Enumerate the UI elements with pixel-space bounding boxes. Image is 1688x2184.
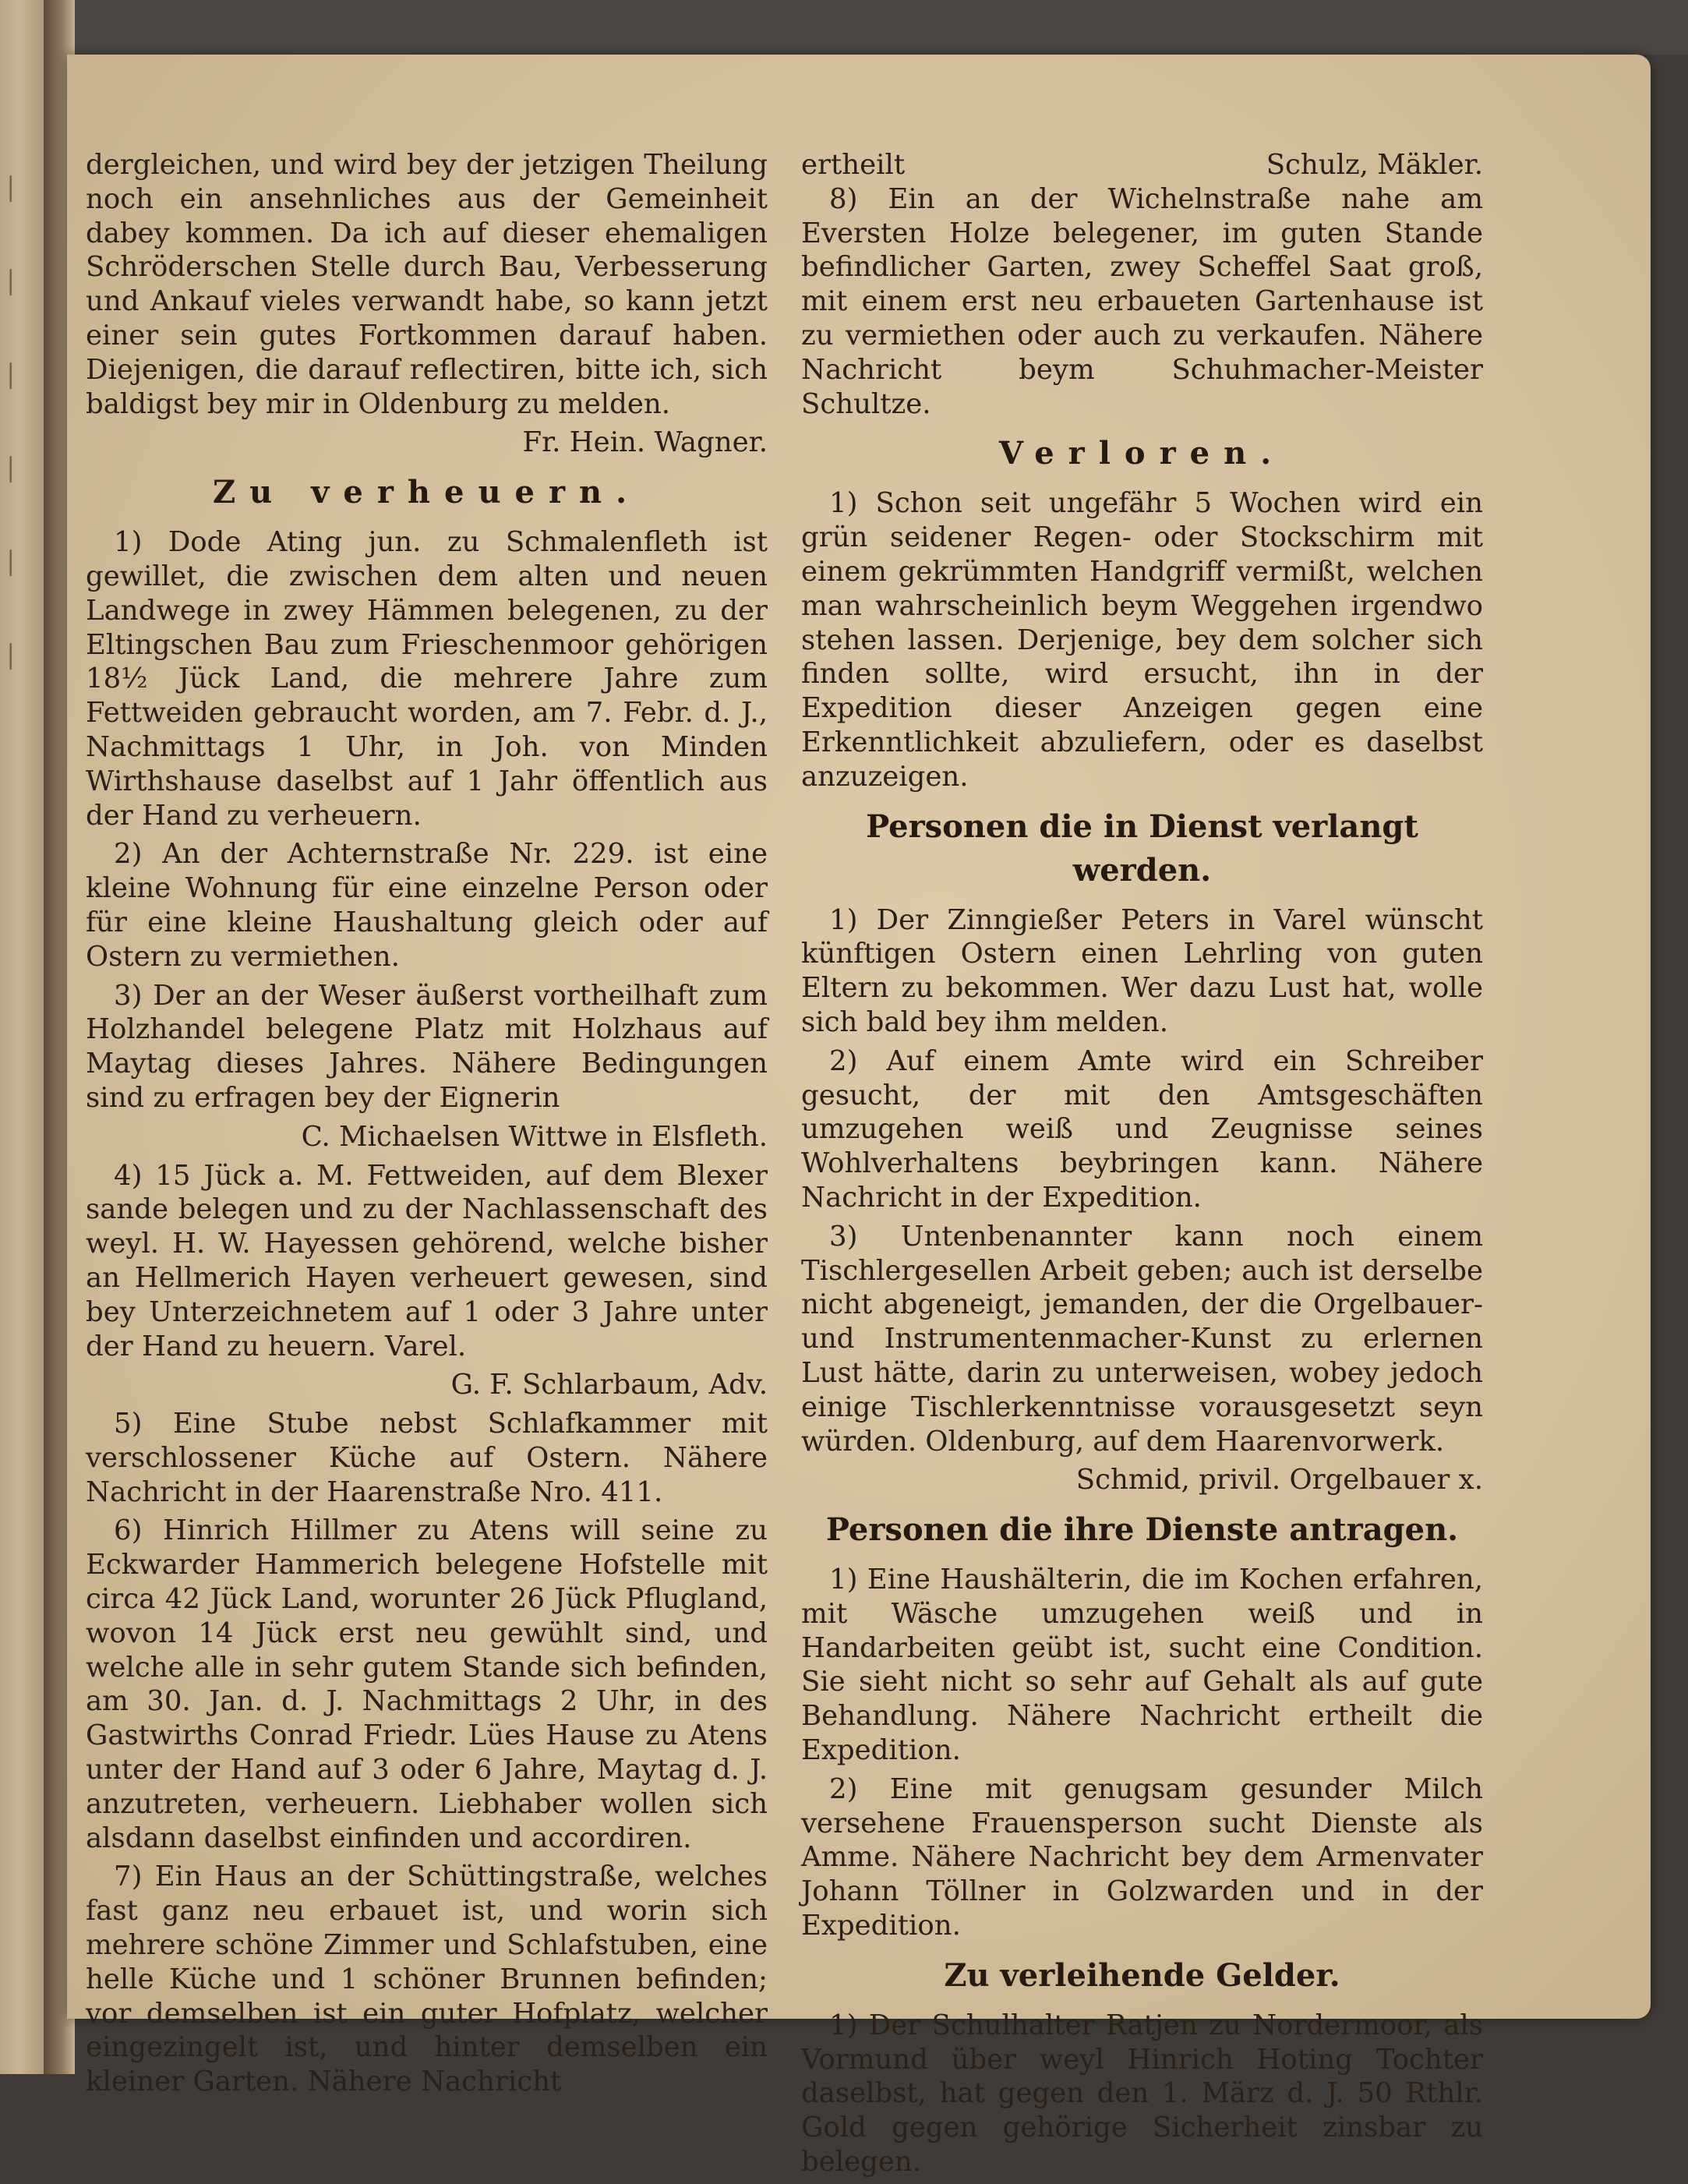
right-column [801,148,1483,2184]
offer-item-1: 1) Eine Haushälterin, die im Kochen erfahren, mit Wäsche umzugehen weiß und in Handarbeiten geübt ist, sucht eine Condition. Sie sieht nicht so sehr auf Gehalt als auf gute Behandlung. Nähere Nachricht ertheilt die Expedition. [801,1564,1483,1767]
offer-item-2: 2) Eine mit genugsam gesunder Milch versehene Frauensperson sucht Dienste als Amme. Nähere Nachricht bey dem Armenvater Johann Töllner in Golzwarden und in der Expedition. [801,1772,1483,1942]
rent-item-2: 2) An der Achternstraße Nr. 229. ist eine kleine Wohnung für eine einzelne Person oder für eine kleine Haushaltung gleich oder auf Ostern zu vermiethen. [86,838,768,973]
rent-item-4: 4) 15 Jück a. M. Fettweiden, auf dem Blexer sande belegen und zu der Nachlassenschaft des weyl. H. W. Hayessen gehörend, welche bisher an Hellmerich Hayen verheuert gewesen, sind bey Unterzeichnetem auf 1 oder 3 Jahre unter der Hand zu heuern. Varel. [86,1159,768,1362]
wanted-item-1: 1) Der Zinngießer Peters in Varel wünscht künftigen Ostern einen Lehrling von guten Eltern zu bekommen. Wer dazu Lust hat, wolle sich bald bey ihm melden. [801,903,1483,1038]
newspaper-page [67,55,1651,2179]
wanted-item-2: 2) Auf einem Amte wird ein Schreiber gesucht, der mit den Amtsgeschäften umzugehen weiß und Zeugnisse seines Wohlverhaltens beybringen kann. Nähere Nachricht in der Expedition. [801,1044,1483,1214]
heading-dienst-verlangt: Personen die in Dienst verlangt werden. [866,808,1418,889]
heading-verloren: Verloren. [998,435,1286,472]
rent-item-5: 5) Eine Stube nebst Schlafkammer mit verschlossener Küche auf Ostern. Nähere Nachricht in der Haarenstraße Nro. 411. [86,1408,768,1508]
previous-page-marks: | | | | | | [6,171,16,670]
heading-zu-verheuern: Zu verheuern. [212,474,641,511]
lost-item-1: 1) Schon seit ungefähr 5 Wochen wird ein grün seidener Regen- oder Stockschirm mit einem gekrümmten Handgriff vermißt, welchen man wahrscheinlich beym Weggehen irgendwo stehen lassen. Derjenige, bey dem solcher sich finden sollte, wird ersucht, ihn in der Expedition dieser Anzeigen gegen eine Erkenntlichkeit abzuliefern, oder es daselbst anzuzeigen. [801,487,1483,793]
left-column [86,148,768,2104]
wanted-item-3: 3) Untenbenannter kann noch einem Tischlergesellen Arbeit geben; auch ist derselbe nicht abgeneigt, jemanden, der die Orgelbauer- und Instrumentenmacher-Kunst zu erlernen Lust hätte, darin zu unterweisen, wobey jedoch einige Tischlerkenntnisse vorausgesetzt seyn würden. Oldenburg, auf dem Haarenvorwerk. [801,1220,1483,1458]
intro-signature: Fr. Hein. Wagner. [522,426,768,459]
rent-item-4-signature: G. F. Schlarbaum, Adv. [450,1369,768,1401]
continuation-word: ertheilt [801,149,906,181]
rent-item-7: 7) Ein Haus an der Schüttingstraße, welches fast ganz neu erbauet ist, und worin sich mehrere schöne Zimmer und Schlafstuben, eine helle Küche und 1 schöner Brunnen befinden; vor demselben ist ein guter Hofplatz, welcher eingezingelt ist, und hinter demselben ein kleiner Garten. Nähere Nachricht [86,1861,768,2098]
heading-dienste-antragen: Personen die ihre Dienste antragen. [825,1511,1459,1549]
scan-backdrop [0,0,1688,55]
wanted-item-3-signature: Schmid, privil. Orgelbauer x. [1075,1464,1483,1497]
continuation-signature: Schulz, Mäkler. [1266,149,1483,181]
rent-item-3-signature: C. Michaelsen Wittwe in Elsfleth. [301,1120,768,1153]
previous-page-edge [0,0,48,2074]
intro-paragraph: dergleichen, und wird bey der jetzigen Theilung noch ein ansehnliches aus der Gemeinheit dabey kommen. Da ich auf dieser ehemaligen Schröderschen Stelle durch Bau, Verbesserung und Ankauf vieles verwandt habe, so kann jetzt einer sein gutes Fortkommen darauf haben. Diejenigen, die darauf reflectiren, bitte ich, sich baldigst bey mir in Oldenburg zu melden. [86,149,768,420]
heading-verleihende-gelder: Zu verleihende Gelder. [944,1956,1340,1994]
rent-item-1: 1) Dode Ating jun. zu Schmalenfleth ist gewillet, die zwischen dem alten und neuen Landwege in zwey Hämmen belegenen, zu der Eltingschen Bau zum Frieschenmoor gehörigen 18½ Jück Land, die mehrere Jahre zum Fettweiden gebraucht worden, am 7. Febr. d. J., Nachmittags 1 Uhr, in Joh. von Minden Wirthshause daselbst auf 1 Jahr öffentlich aus der Hand zu verheuern. [86,526,768,832]
rent-item-6: 6) Hinrich Hillmer zu Atens will seine zu Eckwarder Hammerich belegene Hofstelle mit circa 42 Jück Land, worunter 26 Jück Pflugland, wovon 14 Jück erst neu gewühlt sind, und welche alle in sehr gutem Stande sich befinden, am 30. Jan. d. J. Nachmittags 2 Uhr, in des Gastwirths Conrad Friedr. Lües Hause zu Atens unter der Hand auf 3 oder 6 Jahre, Maytag d. J. anzutreten, verheuern. Liebhaber wollen sich alsdann daselbst einfinden und accordiren. [86,1514,768,1854]
money-item-1: 1) Der Schulhalter Ratjen zu Nordermoor, als Vormund über weyl Hinrich Hoting Tochter daselbst, hat gegen den 1. März d. J. 50 Rthlr. Gold gegen gehörige Sicherheit zinsbar zu belegen. [801,2009,1483,2179]
continuation-line [801,148,1483,182]
rent-item-8: 8) Ein an der Wichelnstraße nahe am Eversten Holze belegener, im guten Stande befindlicher Garten, zwey Scheffel Saat groß, mit einem erst neu erbaueten Gartenhause ist zu vermiethen oder auch zu verkaufen. Nähere Nachricht beym Schuhmacher-Meister Schultze. [801,182,1483,420]
rent-item-3: 3) Der an der Weser äußerst vortheilhaft zum Holzhandel belegene Platz mit Holzhaus auf Maytag dieses Jahres. Nähere Bedingungen sind zu erfragen bey der Eignerin [86,979,768,1114]
